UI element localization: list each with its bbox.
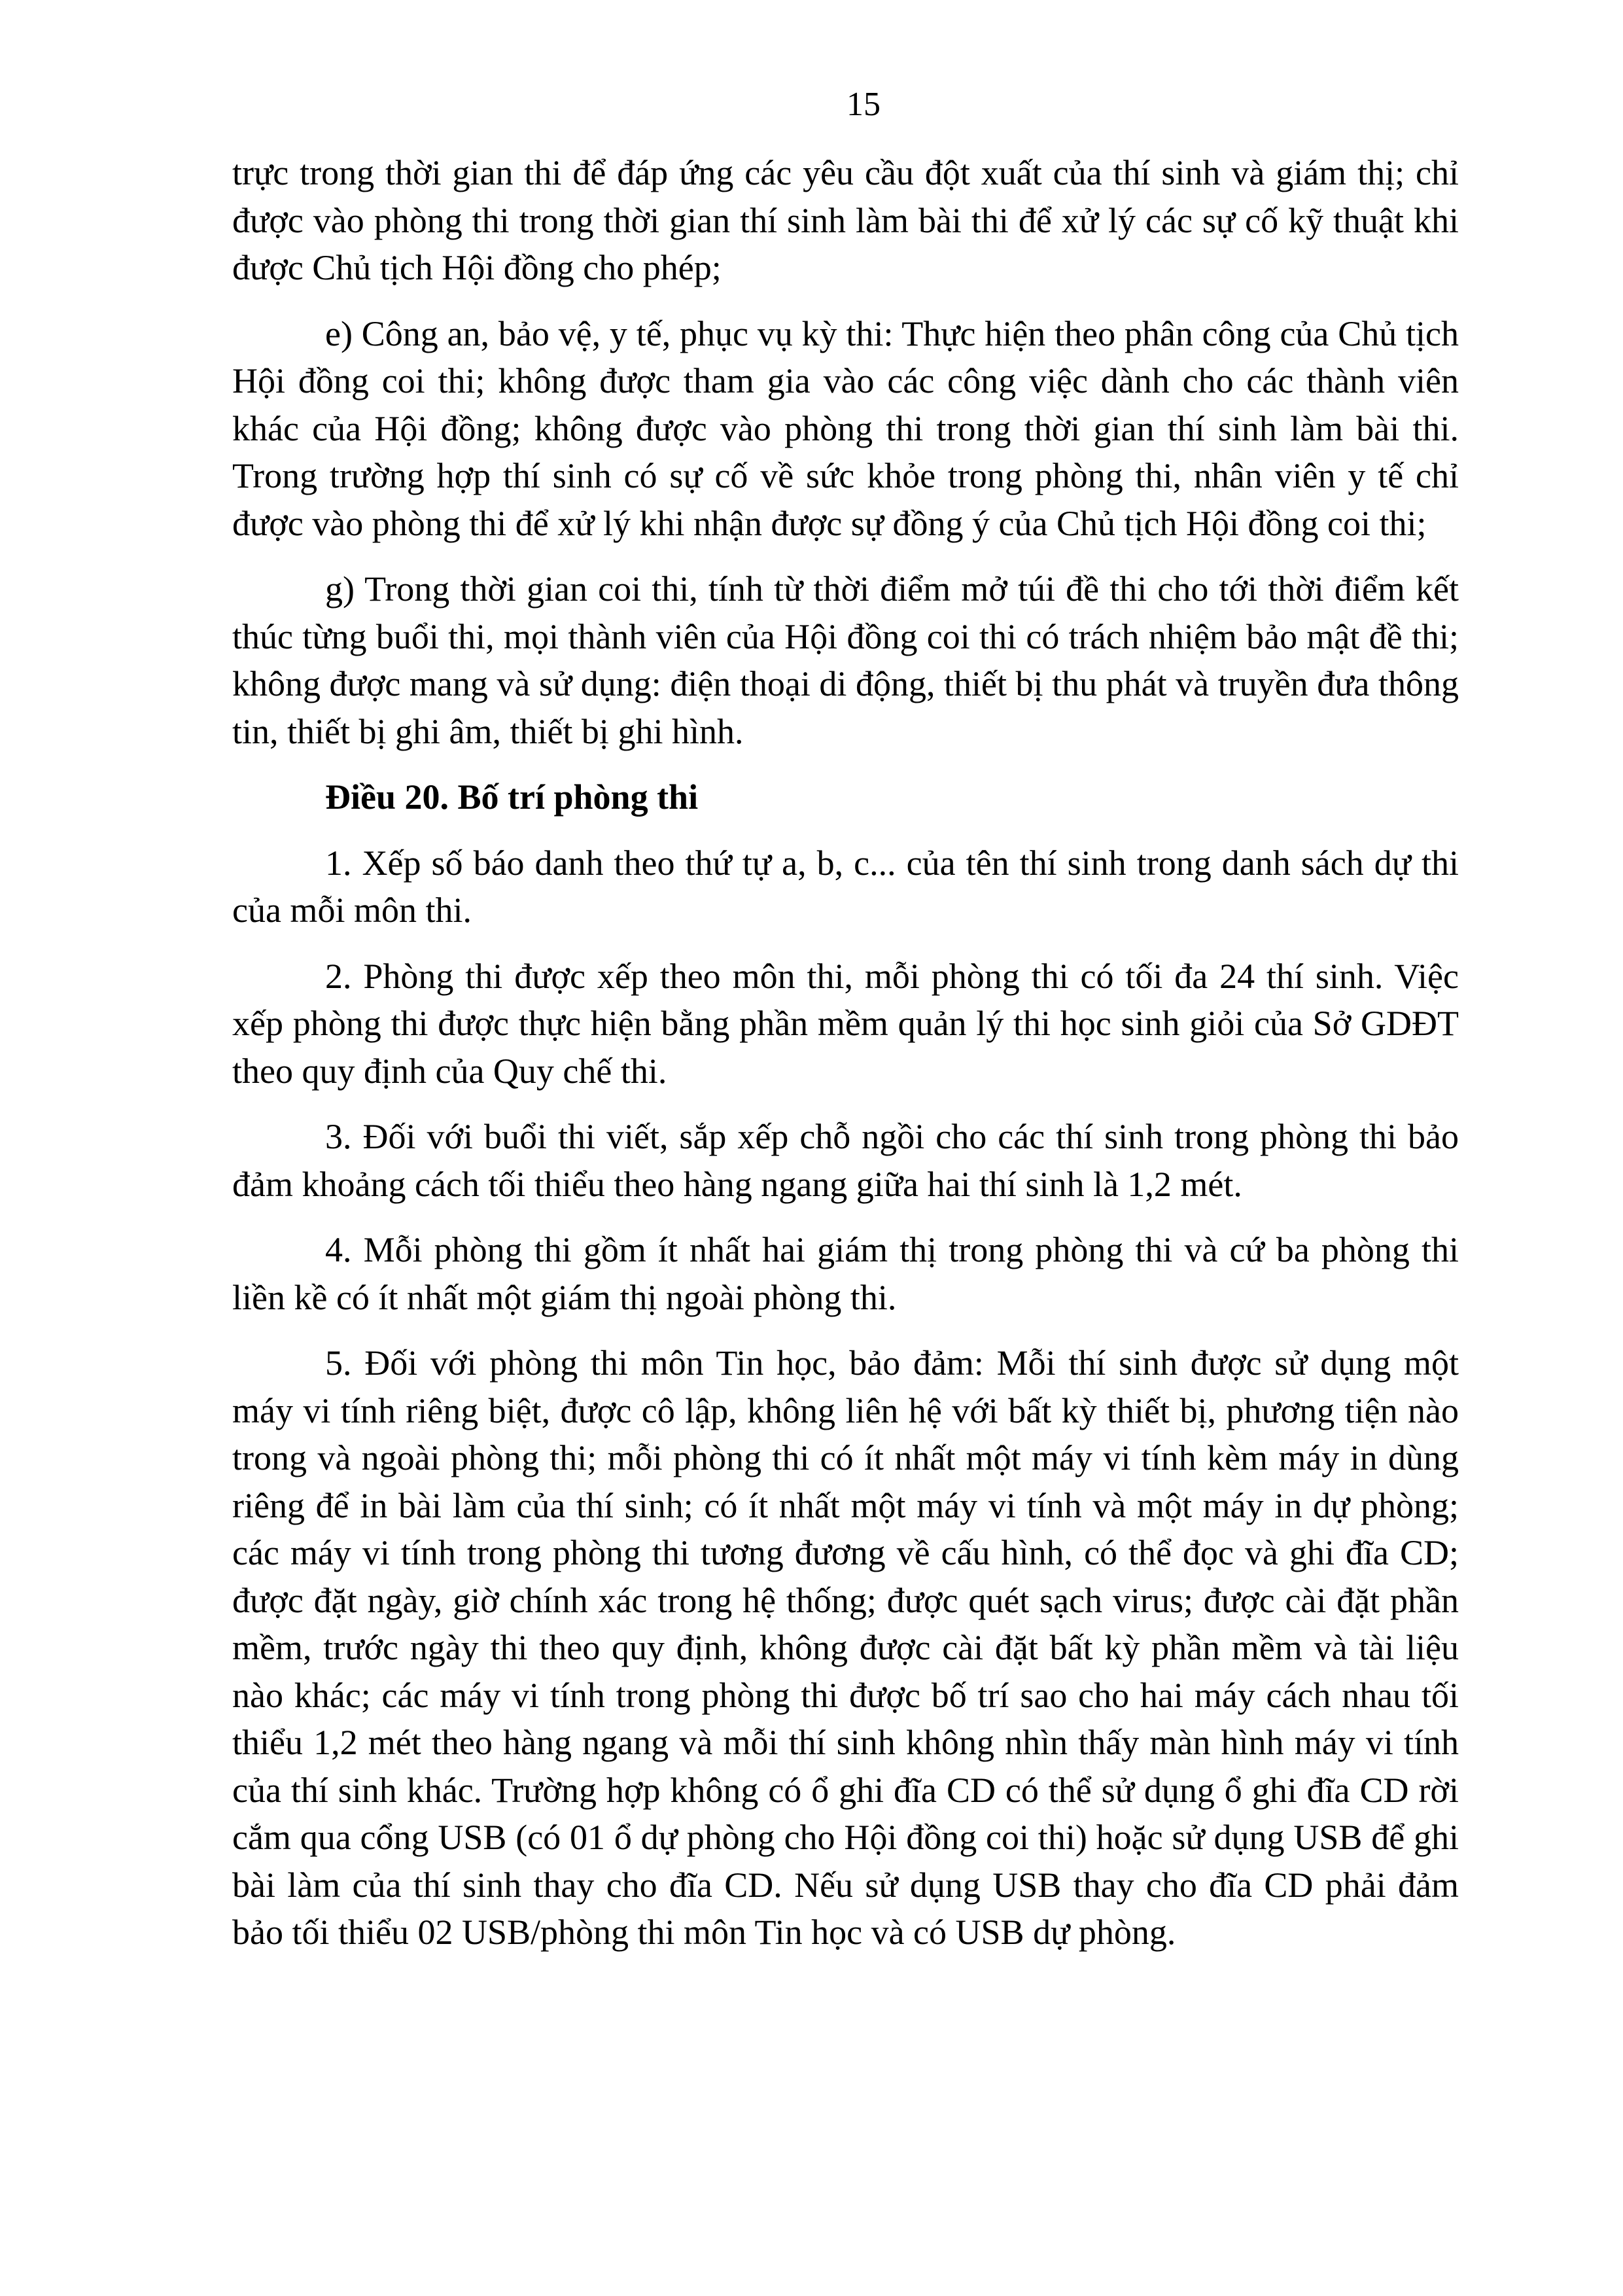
- page-number: 15: [846, 86, 881, 123]
- clause-3: 3. Đối với buổi thi viết, sắp xếp chỗ ngồi cho các thí sinh trong phòng thi bảo đảm khoảng cách tối thiểu theo hàng ngang giữa hai thí sinh là 1,2 mét.: [232, 1117, 1459, 1204]
- clause-2: 2. Phòng thi được xếp theo môn thi, mỗi phòng thi có tối đa 24 thí sinh. Việc xếp phòng thi được thực hiện bằng phần mềm quản lý thi học sinh giỏi của Sở GDĐT theo quy định của Quy chế thi.: [232, 956, 1459, 1091]
- paragraph-item-e: e) Công an, bảo vệ, y tế, phục vụ kỳ thi: Thực hiện theo phân công của Chủ tịch Hội đồng coi thi; không được tham gia vào các công việc dành cho các thành viên khác của Hội đồng; không được vào phòng thi trong thời gian thí sinh làm bài thi. Trong trường hợp thí sinh có sự cố về sức khỏe trong phòng thi, nhân viên y tế chỉ được vào phòng thi để xử lý khi nhận được sự đồng ý của Chủ tịch Hội đồng coi thi;: [232, 313, 1459, 543]
- clause-5: 5. Đối với phòng thi môn Tin học, bảo đảm: Mỗi thí sinh được sử dụng một máy vi tính riêng biệt, được cô lập, không liên hệ với bất kỳ thiết bị, phương tiện nào trong và ngoài phòng thi; mỗi phòng thi có ít nhất một máy vi tính kèm máy in dùng riêng để in bài làm của thí sinh; có ít nhất một máy vi tính và một máy in dự phòng; các máy vi tính trong phòng thi tương đương về cấu hình, có thể đọc và ghi đĩa CD; được đặt ngày, giờ chính xác trong hệ thống; được quét sạch virus; được cài đặt phần mềm, trước ngày thi theo quy định, không được cài đặt bất kỳ phần mềm và tài liệu nào khác; các máy vi tính trong phòng thi được bố trí sao cho hai máy cách nhau tối thiểu 1,2 mét theo hàng ngang và mỗi thí sinh không nhìn thấy màn hình máy vi tính của thí sinh khác. Trường hợp không có ổ ghi đĩa CD có thể sử dụng ổ ghi đĩa CD rời cắm qua cổng USB (có 01 ổ dự phòng cho Hội đồng coi thi) hoặc sử dụng USB để ghi bài làm của thí sinh thay cho đĩa CD. Nếu sử dụng USB thay cho đĩa CD phải đảm bảo tối thiểu 02 USB/phòng thi môn Tin học và có USB dự phòng.: [232, 1343, 1459, 1952]
- paragraph-continuation: trực trong thời gian thi để đáp ứng các yêu cầu đột xuất của thí sinh và giám thị; chỉ được vào phòng thi trong thời gian thí sinh làm bài thi để xử lý các sự cố kỹ thuật khi được Chủ tịch Hội đồng cho phép;: [232, 153, 1459, 287]
- clause-1: 1. Xếp số báo danh theo thứ tự a, b, c... của tên thí sinh trong danh sách dự thi của mỗi môn thi.: [232, 843, 1459, 930]
- clause-4: 4. Mỗi phòng thi gồm ít nhất hai giám thị trong phòng thi và cứ ba phòng thi liền kề có ít nhất một giám thị ngoài phòng thi.: [232, 1230, 1459, 1317]
- document-body: [232, 149, 1459, 1975]
- paragraph-item-g: g) Trong thời gian coi thi, tính từ thời điểm mở túi đề thi cho tới thời điểm kết thúc từng buổi thi, mọi thành viên của Hội đồng coi thi có trách nhiệm bảo mật đề thi; không được mang và sử dụng: điện thoại di động, thiết bị thu phát và truyền đưa thông tin, thiết bị ghi âm, thiết bị ghi hình.: [232, 569, 1459, 751]
- article-heading: Điều 20. Bố trí phòng thi: [325, 777, 699, 817]
